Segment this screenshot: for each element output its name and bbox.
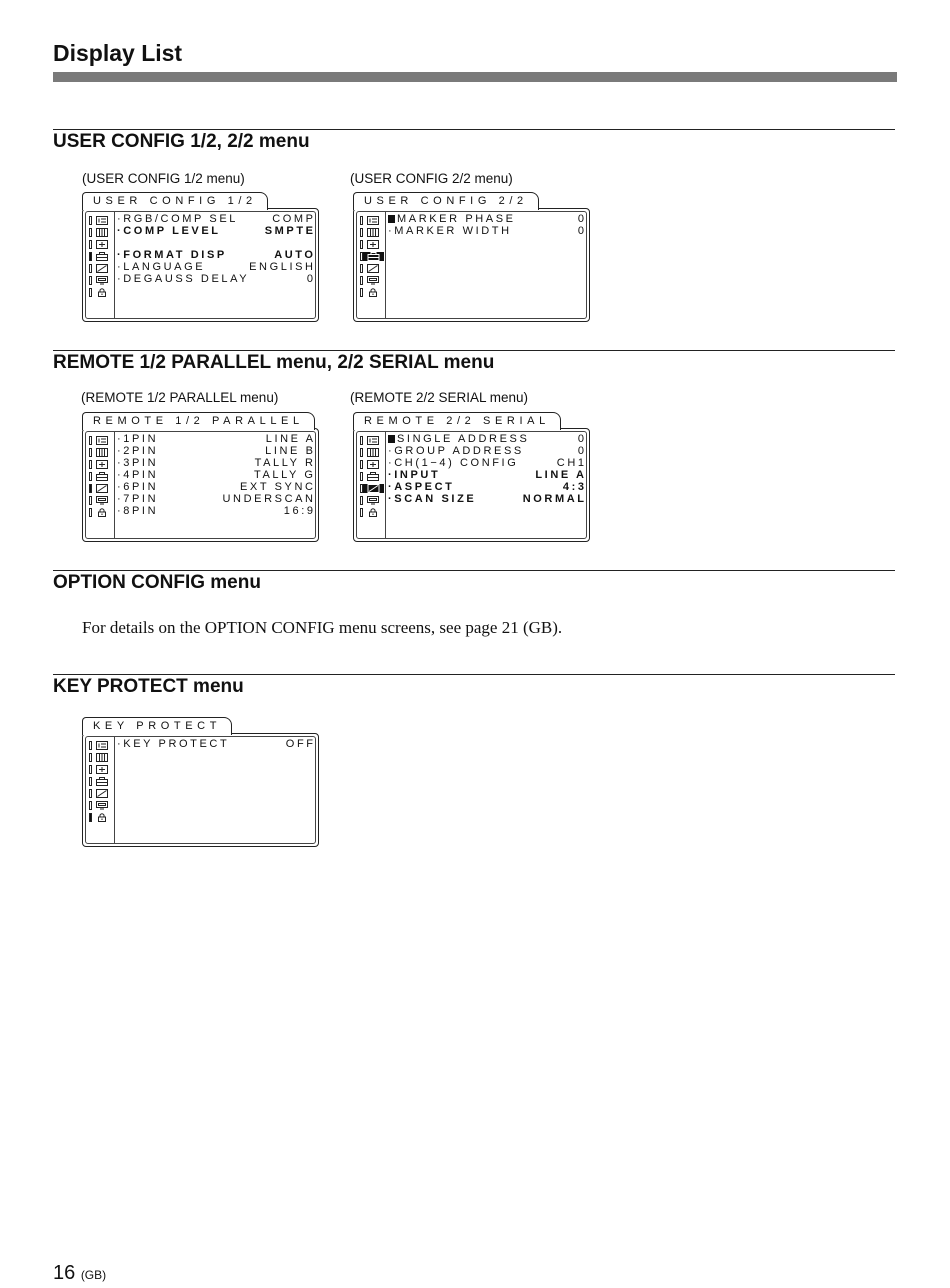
status-icon: [367, 436, 379, 445]
page-number: 16: [53, 1262, 76, 1284]
osd-row-label: ·8PIN: [117, 505, 159, 517]
input-select-icon: [367, 460, 379, 469]
page-marker: [89, 288, 92, 297]
osd-row-value: UNDERSCAN: [222, 493, 316, 505]
page-title: Display List: [53, 40, 183, 66]
color-bar-icon: [96, 448, 108, 457]
page-marker: [89, 484, 92, 493]
page-marker: [89, 777, 92, 786]
osd-row-value: AUTO: [274, 249, 316, 261]
menu-caption-remote-serial: (REMOTE 2/2 SERIAL menu): [350, 390, 529, 405]
osd-row-label: ·2PIN: [117, 445, 159, 457]
osd-row-value: SMPTE: [264, 225, 316, 237]
page-marker: [360, 460, 363, 469]
osd-row-label: ·DEGAUSS DELAY: [117, 273, 250, 285]
page-marker: [360, 288, 363, 297]
osd-row-value: 16:9: [283, 505, 316, 517]
osd-menu-row: [115, 738, 315, 750]
osd-frame: [82, 208, 319, 322]
osd-row-value: 4:3: [562, 481, 587, 493]
page-marker: [89, 264, 92, 273]
page-marker: [89, 496, 92, 505]
osd-menu-row: [386, 213, 586, 225]
section-title-user-config: USER CONFIG 1/2, 2/2 menu: [53, 131, 310, 152]
cursor-indicator: [388, 215, 395, 223]
osd-row-value: 0: [577, 213, 587, 225]
section-rule: [53, 570, 895, 571]
monitor-icon: [96, 276, 108, 285]
page-marker: [89, 765, 92, 774]
page-marker: [89, 228, 92, 237]
osd-row-label: ·1PIN: [117, 433, 159, 445]
osd-row-label: ·ASPECT: [388, 481, 455, 493]
osd-menu-row: [115, 445, 315, 457]
page-marker: [360, 216, 363, 225]
osd-menu-row: [386, 493, 586, 505]
osd-row-label: ·MARKER WIDTH: [388, 225, 512, 237]
toolbox-icon: [96, 472, 108, 481]
osd-menu-row: [386, 469, 586, 481]
osd-menu-row: [115, 433, 315, 445]
osd-row-value: OFF: [285, 738, 316, 750]
osd-row-label: ·SCAN SIZE: [388, 493, 477, 505]
osd-remote-parallel: [82, 412, 320, 547]
status-icon: [96, 741, 108, 750]
osd-icon-column: [360, 435, 384, 519]
osd-tab-title: REMOTE 1/2 PARALLEL: [82, 412, 315, 430]
input-select-icon: [367, 240, 379, 249]
input-select-icon: [96, 460, 108, 469]
page-marker: [360, 436, 363, 445]
color-bar-icon: [96, 228, 108, 237]
page-marker: [89, 472, 92, 481]
monitor-icon: [367, 276, 379, 285]
osd-menu-row: [386, 445, 586, 457]
osd-icon-column: [360, 215, 384, 299]
osd-row-label: ·GROUP ADDRESS: [388, 445, 524, 457]
osd-row-value: COMP: [272, 213, 316, 225]
page-marker: [89, 448, 92, 457]
menu-caption-user-config-1: (USER CONFIG 1/2 menu): [82, 171, 245, 186]
section-rule: [53, 129, 895, 130]
osd-row-value: 0: [577, 445, 587, 457]
osd-menu-row: [115, 457, 315, 469]
monitor-icon: [96, 496, 108, 505]
page-marker: [89, 240, 92, 249]
menu-caption-remote-parallel: (REMOTE 1/2 PARALLEL menu): [81, 390, 279, 405]
color-bar-icon: [367, 228, 379, 237]
osd-menu-row: [115, 481, 315, 493]
osd-user-config-1: [82, 192, 320, 327]
osd-menu-row: [115, 249, 315, 261]
osd-remote-serial: [353, 412, 591, 547]
cursor-indicator: [388, 435, 395, 443]
osd-row-label: SINGLE ADDRESS: [397, 433, 530, 445]
toolbox-icon: [367, 472, 379, 481]
osd-row-label: ·COMP LEVEL: [117, 225, 221, 237]
color-bar-icon: [96, 753, 108, 762]
section-title-option-config: OPTION CONFIG menu: [53, 572, 261, 593]
lock-icon: [96, 288, 108, 297]
osd-menu-row: [386, 225, 586, 237]
page-marker: [89, 216, 92, 225]
osd-key-protect: [82, 717, 320, 852]
toolbox-icon: [96, 777, 108, 786]
osd-icon-column: [89, 435, 113, 519]
page-marker: [89, 801, 92, 810]
osd-row-value: 0: [577, 433, 587, 445]
osd-row-value: LINE B: [265, 445, 316, 457]
page-marker: [89, 508, 92, 517]
osd-frame: [353, 208, 590, 322]
region-code: (GB): [80, 1268, 107, 1282]
osd-frame: [82, 428, 319, 542]
osd-tab-title: REMOTE 2/2 SERIAL: [353, 412, 561, 430]
section-rule: [53, 674, 895, 675]
page-marker: [89, 276, 92, 285]
ramp-icon: [96, 264, 108, 273]
osd-menu-row: [386, 433, 586, 445]
page-marker: [360, 264, 363, 273]
status-icon: [96, 436, 108, 445]
page-marker: [89, 741, 92, 750]
osd-user-config-2: [353, 192, 591, 327]
monitor-icon: [96, 801, 108, 810]
title-bar: [53, 72, 897, 82]
osd-row-label: ·4PIN: [117, 469, 159, 481]
osd-menu-row: [115, 261, 315, 273]
page-marker: [89, 252, 92, 261]
osd-frame: [353, 428, 590, 542]
osd-row-value: ENGLISH: [249, 261, 316, 273]
input-select-icon: [96, 765, 108, 774]
page-marker: [360, 448, 363, 457]
section-title-remote: REMOTE 1/2 PARALLEL menu, 2/2 SERIAL menu: [53, 352, 495, 373]
page-marker: [89, 753, 92, 762]
osd-row-label: ·FORMAT DISP: [117, 249, 227, 261]
page-marker: [89, 789, 92, 798]
osd-row-label: ·KEY PROTECT: [117, 738, 230, 750]
osd-row-label: ·7PIN: [117, 493, 159, 505]
osd-row-value: CH1: [556, 457, 587, 469]
osd-tab-title: USER CONFIG 2/2: [353, 192, 539, 210]
lock-icon: [367, 508, 379, 517]
ramp-icon: [363, 484, 384, 493]
section-rule: [53, 350, 895, 351]
page-marker: [360, 228, 363, 237]
osd-row-label: ·LANGUAGE: [117, 261, 206, 273]
osd-menu-row: [386, 481, 586, 493]
page-marker: [360, 240, 363, 249]
page-marker: [89, 813, 92, 822]
osd-icon-column: [89, 215, 113, 299]
page-marker: [360, 508, 363, 517]
osd-row-label: ·INPUT: [388, 469, 441, 481]
status-icon: [96, 216, 108, 225]
osd-menu-row: [115, 469, 315, 481]
osd-menu-row: [115, 237, 315, 249]
osd-row-value: 0: [577, 225, 587, 237]
osd-tab-title: USER CONFIG 1/2: [82, 192, 268, 210]
menu-caption-user-config-2: (USER CONFIG 2/2 menu): [350, 171, 513, 186]
osd-menu-row: [386, 457, 586, 469]
lock-icon: [96, 813, 108, 822]
option-config-text: For details on the OPTION CONFIG menu screens, see page 21 (GB).: [82, 618, 563, 637]
osd-row-value: NORMAL: [522, 493, 587, 505]
osd-row-label: ·3PIN: [117, 457, 159, 469]
osd-menu-row: [115, 225, 315, 237]
page-footer: [53, 1262, 106, 1285]
osd-row-value: LINE A: [265, 433, 316, 445]
ramp-icon: [96, 484, 108, 493]
input-select-icon: [96, 240, 108, 249]
toolbox-icon: [363, 252, 384, 261]
osd-row-value: TALLY G: [253, 469, 316, 481]
lock-icon: [367, 288, 379, 297]
osd-row-label: MARKER PHASE: [397, 213, 516, 225]
osd-tab-title: KEY PROTECT: [82, 717, 232, 735]
osd-row-label: ·6PIN: [117, 481, 159, 493]
osd-menu-row: [115, 213, 315, 225]
ramp-icon: [367, 264, 379, 273]
status-icon: [367, 216, 379, 225]
osd-row-label: ·CH(1−4) CONFIG: [388, 457, 519, 469]
page-marker: [89, 460, 92, 469]
osd-row-value: EXT SYNC: [239, 481, 316, 493]
monitor-icon: [367, 496, 379, 505]
osd-row-label: ·RGB/COMP SEL: [117, 213, 239, 225]
osd-row-value: 0: [306, 273, 316, 285]
page-marker: [360, 276, 363, 285]
ramp-icon: [96, 789, 108, 798]
toolbox-icon: [96, 252, 108, 261]
osd-row-value: LINE A: [535, 469, 587, 481]
page-marker: [360, 472, 363, 481]
lock-icon: [96, 508, 108, 517]
osd-menu-row: [115, 273, 315, 285]
osd-icon-column: [89, 740, 113, 824]
osd-menu-row: [115, 493, 315, 505]
osd-row-value: TALLY R: [254, 457, 316, 469]
osd-frame: [82, 733, 319, 847]
page-marker: [89, 436, 92, 445]
osd-menu-row: [115, 505, 315, 517]
section-title-key-protect: KEY PROTECT menu: [53, 676, 244, 697]
color-bar-icon: [367, 448, 379, 457]
page-marker: [360, 496, 363, 505]
